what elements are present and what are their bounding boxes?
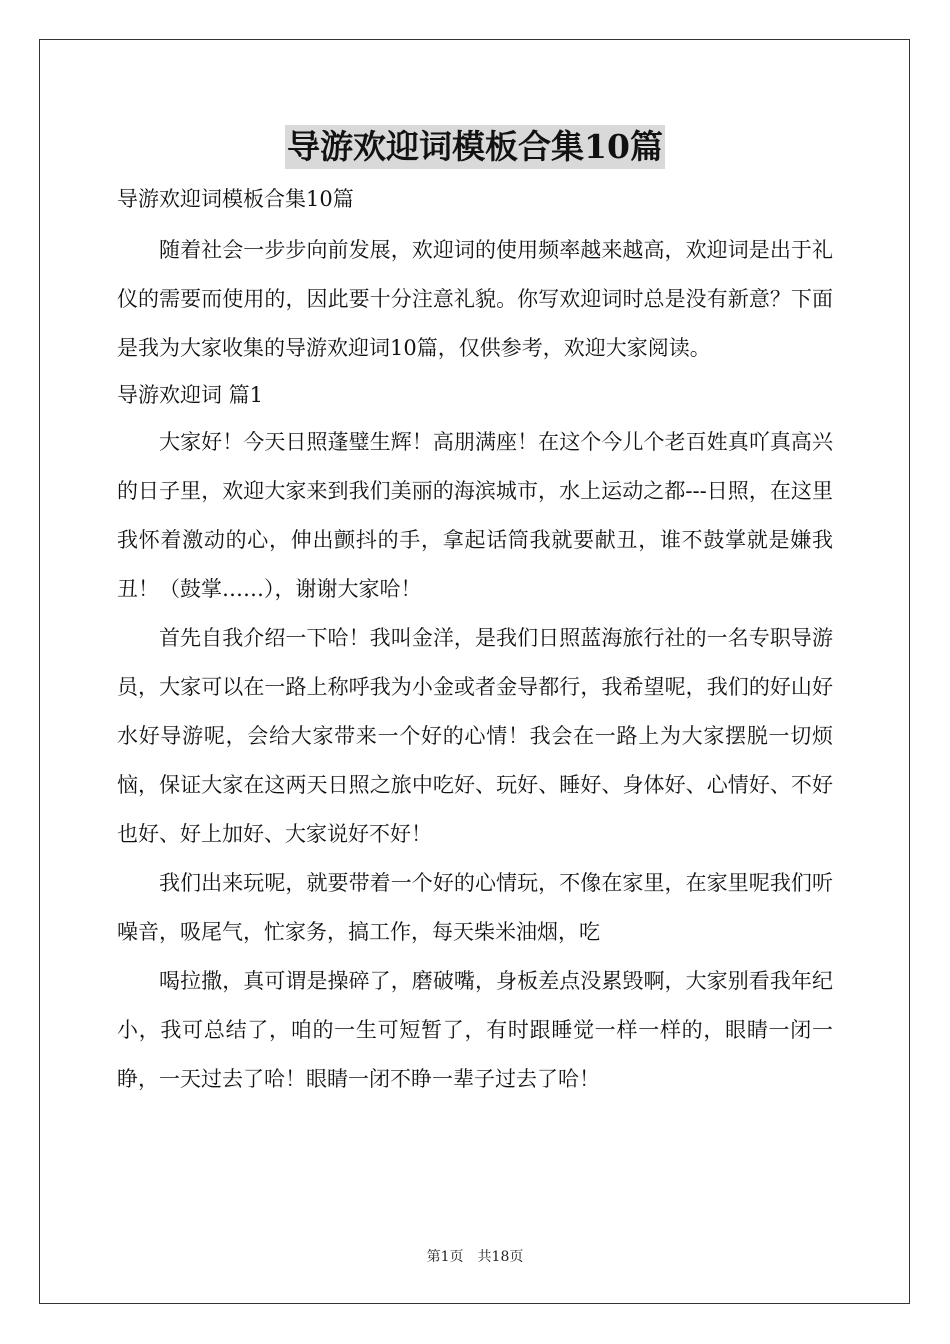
document-body — [117, 181, 833, 1104]
body-paragraph-2: 首先自我介绍一下哈！我叫金洋，是我们日照蓝海旅行社的一名专职导游员，大家可以在一路上称呼我为小金或者金导都行，我希望呢，我们的好山好水好导游呢，会给大家带来一个好的心情！我会在一路上为大家摆脱一切烦恼，保证大家在这两天日照之旅中吃好、玩好、睡好、身体好、心情好、不好也好、好上加好、大家说好不好！ — [117, 626, 833, 846]
body-paragraph-1: 大家好！今天日照蓬璧生辉！高朋满座！在这个今儿个老百姓真吖真高兴的日子里，欢迎大家来到我们美丽的海滨城市，水上运动之都---日照，在这里我怀着激动的心，伸出颤抖的手，拿起话筒我就要献丑，谁不鼓掌就是嫌我丑！（鼓掌……），谢谢大家哈！ — [117, 430, 833, 601]
page-number: 第1页 — [426, 1249, 464, 1265]
section-heading: 导游欢迎词 篇1 — [117, 383, 264, 407]
title-container — [0, 125, 950, 169]
body-paragraph-4: 喝拉撒，真可谓是操碎了，磨破嘴，身板差点没累毁啊，大家别看我年纪小，我可总结了，咱的一生可短暂了，有时跟睡觉一样一样的，眼睛一闭一睁，一天过去了哈！眼睛一闭不睁一辈子过去了哈！ — [117, 969, 833, 1091]
document-subtitle: 导游欢迎词模板合集10篇 — [117, 187, 354, 211]
document-title: 导游欢迎词模板合集10篇 — [285, 125, 665, 169]
intro-paragraph: 随着社会一步步向前发展，欢迎词的使用频率越来越高，欢迎词是出于礼仪的需要而使用的，因此要十分注意礼貌。你写欢迎词时总是没有新意？下面是我为大家收集的导游欢迎词10篇，仅供参考，欢迎大家阅读。 — [117, 238, 833, 360]
body-paragraph-3: 我们出来玩呢，就要带着一个好的心情玩，不像在家里，在家里呢我们听噪音，吸尾气，忙家务，搞工作，每天柴米油烟，吃 — [117, 871, 833, 944]
page-footer — [0, 1248, 950, 1266]
page-total: 共18页 — [477, 1249, 524, 1265]
